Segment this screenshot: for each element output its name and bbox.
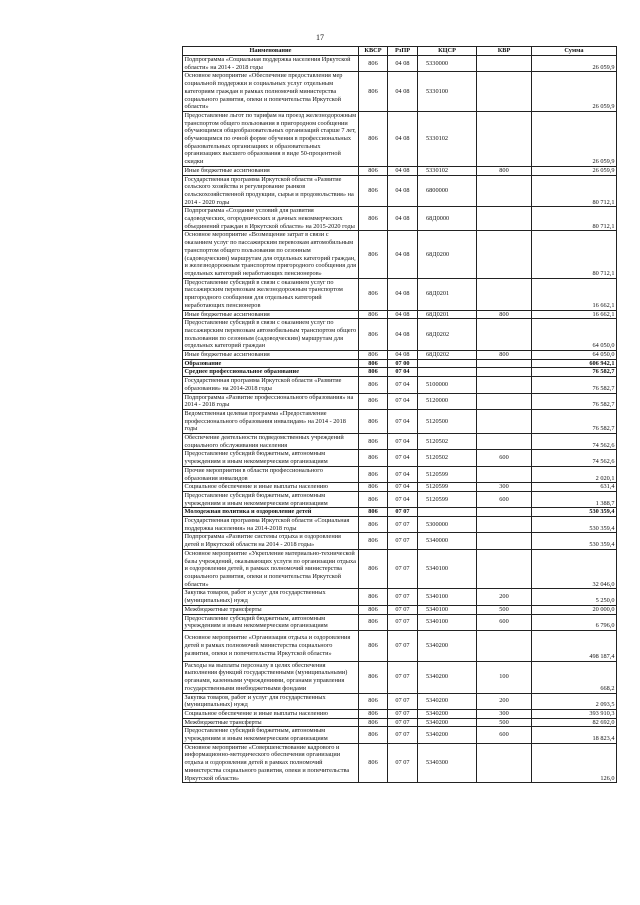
row-kvr: 800 — [477, 310, 532, 319]
table-row — [183, 72, 617, 112]
row-kvsr: 806 — [359, 310, 388, 319]
table-row — [183, 491, 617, 507]
row-kvsr: 806 — [359, 368, 388, 377]
table-body — [183, 56, 617, 783]
table-header-row — [183, 47, 617, 56]
row-name: Среднее профессиональное образование — [183, 368, 359, 377]
row-kvsr: 806 — [359, 718, 388, 727]
row-kvr: 600 — [477, 727, 532, 743]
row-kvr: 600 — [477, 491, 532, 507]
row-kvr — [477, 434, 532, 450]
row-kvsr: 806 — [359, 231, 388, 278]
row-sum: 498 187,4 — [532, 630, 617, 661]
row-kvsr: 806 — [359, 359, 388, 368]
table-row — [183, 278, 617, 310]
row-kvsr: 806 — [359, 72, 388, 112]
row-sum: 6 796,0 — [532, 614, 617, 630]
row-sum: 82 692,0 — [532, 718, 617, 727]
table-row — [183, 231, 617, 278]
table-row — [183, 589, 617, 605]
row-rzpr: 07 07 — [388, 693, 418, 709]
row-kvr — [477, 743, 532, 783]
row-kcsr — [418, 359, 477, 368]
row-name: Межбюджетные трансферты — [183, 718, 359, 727]
table-row — [183, 630, 617, 661]
row-kcsr: 5340200 — [418, 727, 477, 743]
row-rzpr: 07 04 — [388, 368, 418, 377]
table-row — [183, 743, 617, 783]
row-kcsr: 5120599 — [418, 466, 477, 482]
row-kcsr — [418, 508, 477, 517]
row-sum: 126,0 — [532, 743, 617, 783]
row-kvr — [477, 368, 532, 377]
row-kcsr: 5340200 — [418, 661, 477, 693]
row-rzpr: 04 08 — [388, 278, 418, 310]
row-rzpr: 07 07 — [388, 517, 418, 533]
row-sum: 393 910,3 — [532, 709, 617, 718]
row-rzpr: 07 07 — [388, 508, 418, 517]
row-kcsr: 5120599 — [418, 483, 477, 492]
row-kvr: 600 — [477, 614, 532, 630]
row-rzpr: 07 04 — [388, 409, 418, 433]
row-kvsr: 806 — [359, 166, 388, 175]
row-rzpr: 07 07 — [388, 589, 418, 605]
row-kvsr: 806 — [359, 56, 388, 72]
row-name: Закупка товаров, работ и услуг для государственных (муниципальных) нужд — [183, 589, 359, 605]
row-kcsr: 6800000 — [418, 175, 477, 207]
row-name: Предоставление субсидий бюджетным, автономным учреждениям и иным некоммерческим организациям — [183, 450, 359, 466]
row-kcsr: 5330102 — [418, 166, 477, 175]
row-sum: 631,4 — [532, 483, 617, 492]
table-row — [183, 434, 617, 450]
row-rzpr: 07 07 — [388, 661, 418, 693]
row-kcsr: 68Д0201 — [418, 310, 477, 319]
table-row — [183, 718, 617, 727]
row-kvr — [477, 231, 532, 278]
row-rzpr: 07 07 — [388, 533, 418, 549]
header-kvsr: КВСР — [359, 47, 388, 56]
row-kcsr: 5340200 — [418, 693, 477, 709]
row-rzpr: 07 07 — [388, 727, 418, 743]
row-sum: 20 000,0 — [532, 605, 617, 614]
row-name: Предоставление субсидий в связи с оказанием услуг по пассажирским перевозкам железнодорожным транспортом пригородного сообщения для отдельных категорий неработающих пенсионеров — [183, 278, 359, 310]
row-kvr — [477, 466, 532, 482]
row-name: Основное мероприятие «Возмещение затрат в связи с оказанием услуг по пассажирским перевозкам автомобильным транспортом общего пользования по сезонным (садоводческим) маршрутам для отдельных категорий граждан, и железнодорожным транспортом пригородного сообщения для отдельных категорий неработающих пенсионеров» — [183, 231, 359, 278]
row-kvr — [477, 377, 532, 393]
row-kvr — [477, 517, 532, 533]
row-kvsr: 806 — [359, 111, 388, 166]
row-kcsr: 68Д0000 — [418, 207, 477, 231]
row-kcsr: 5340000 — [418, 533, 477, 549]
row-sum: 668,2 — [532, 661, 617, 693]
row-kvsr: 806 — [359, 450, 388, 466]
row-sum: 80 712,1 — [532, 175, 617, 207]
table-row — [183, 319, 617, 351]
row-kcsr: 5340100 — [418, 605, 477, 614]
row-kvsr: 806 — [359, 377, 388, 393]
row-name: Иные бюджетные ассигнования — [183, 166, 359, 175]
row-kvsr: 806 — [359, 351, 388, 360]
row-kvsr: 806 — [359, 175, 388, 207]
row-kvr: 200 — [477, 589, 532, 605]
row-sum: 26 059,9 — [532, 166, 617, 175]
table-row — [183, 533, 617, 549]
row-name: Предоставление льгот по тарифам на проезд железнодорожным транспортом общего пользования в пригородном сообщении обучающимся общеобразовательных организаций старше 7 лет, обучающимся по очной форме обучения в профессиональных образовательных организациях и образовательных организациях высшего образования в виде 50-процентной скидки — [183, 111, 359, 166]
row-kcsr: 5330000 — [418, 56, 477, 72]
row-name: Подпрограмма «Создание условий для развития садоводческих, огороднических и дачных некоммерческих объединений граждан в Иркутской области» на 2015-2020 годы — [183, 207, 359, 231]
row-kcsr: 5340100 — [418, 549, 477, 589]
row-kvr — [477, 319, 532, 351]
row-sum: 74 562,6 — [532, 434, 617, 450]
row-name: Основное мероприятие «Укрепление материально-технической базы учреждений, оказывающих услуги по организации отдыха и оздоровления детей, в рамках полномочий министерства социального развития, опеки и попечительства Иркутской области» — [183, 549, 359, 589]
table-row — [183, 368, 617, 377]
budget-table — [182, 46, 617, 783]
row-kcsr: 5120500 — [418, 409, 477, 433]
row-name: Подпрограмма «Развитие системы отдыха и оздоровления детей в Иркутской области на 2014 - 2018 годы» — [183, 533, 359, 549]
row-kcsr: 5340100 — [418, 614, 477, 630]
row-sum: 606 942,1 — [532, 359, 617, 368]
row-kvsr: 806 — [359, 319, 388, 351]
row-name: Социальное обеспечение и иные выплаты населению — [183, 709, 359, 718]
row-kvr — [477, 359, 532, 368]
row-sum: 26 059,9 — [532, 111, 617, 166]
row-kvr: 800 — [477, 166, 532, 175]
table-row — [183, 693, 617, 709]
row-kcsr: 5120599 — [418, 491, 477, 507]
row-kcsr: 5100000 — [418, 377, 477, 393]
row-rzpr: 07 07 — [388, 614, 418, 630]
row-kvsr: 806 — [359, 393, 388, 409]
table-row — [183, 605, 617, 614]
row-kvr — [477, 393, 532, 409]
row-sum: 530 359,4 — [532, 508, 617, 517]
row-kvsr: 806 — [359, 661, 388, 693]
row-sum: 76 582,7 — [532, 377, 617, 393]
row-name: Основное мероприятие «Организация отдыха и оздоровления детей в рамках полномочий министерства социального развития, опеки и попечительства Иркутской области» — [183, 630, 359, 661]
row-kvsr: 806 — [359, 508, 388, 517]
page-number: 17 — [316, 33, 324, 42]
row-name: Расходы на выплаты персоналу в целях обеспечения выполнения функций государственными (муниципальными) органами, казенными учреждениями, органами управления государственными внебюджетными фондами — [183, 661, 359, 693]
table-row — [183, 508, 617, 517]
row-sum: 530 359,4 — [532, 533, 617, 549]
row-kcsr: 5340200 — [418, 630, 477, 661]
table-row — [183, 709, 617, 718]
row-sum: 80 712,1 — [532, 207, 617, 231]
row-kvr — [477, 508, 532, 517]
row-rzpr: 04 08 — [388, 231, 418, 278]
row-rzpr: 07 04 — [388, 434, 418, 450]
row-rzpr: 07 07 — [388, 709, 418, 718]
table-row — [183, 549, 617, 589]
row-rzpr: 04 08 — [388, 166, 418, 175]
row-kvsr: 806 — [359, 693, 388, 709]
row-sum: 64 050,0 — [532, 319, 617, 351]
row-rzpr: 07 04 — [388, 450, 418, 466]
table-row — [183, 56, 617, 72]
row-name: Ведомственная целевая программа «Предоставление профессионального образования инвалидам» на 2014 - 2018 годы — [183, 409, 359, 433]
row-rzpr: 04 08 — [388, 319, 418, 351]
row-sum: 80 712,1 — [532, 231, 617, 278]
row-rzpr: 07 04 — [388, 466, 418, 482]
row-rzpr: 07 07 — [388, 630, 418, 661]
row-rzpr: 07 07 — [388, 605, 418, 614]
row-sum: 32 046,0 — [532, 549, 617, 589]
table-row — [183, 661, 617, 693]
row-rzpr: 07 07 — [388, 743, 418, 783]
row-kcsr: 68Д0202 — [418, 351, 477, 360]
row-name: Обеспечение деятельности подведомственных учреждений социального обслуживания населения — [183, 434, 359, 450]
row-sum: 16 662,1 — [532, 278, 617, 310]
row-name: Государственная программа Иркутской области «Развитие сельского хозяйства и регулирование рынков сельскохозяйственной продукции, сырья и продовольствия» на 2014 - 2020 годы — [183, 175, 359, 207]
row-kvr — [477, 409, 532, 433]
table-row — [183, 175, 617, 207]
row-kvsr: 806 — [359, 533, 388, 549]
row-rzpr: 04 08 — [388, 72, 418, 112]
row-kcsr: 5340200 — [418, 709, 477, 718]
row-name: Подпрограмма «Социальная поддержка населения Иркутской области» на 2014 - 2018 годы — [183, 56, 359, 72]
table-row — [183, 517, 617, 533]
row-sum: 64 050,0 — [532, 351, 617, 360]
row-kvr — [477, 630, 532, 661]
table-row — [183, 359, 617, 368]
table-row — [183, 450, 617, 466]
row-kvsr: 806 — [359, 589, 388, 605]
table-row — [183, 409, 617, 433]
row-name: Государственная программа Иркутской области «Развитие образования» на 2014-2018 годы — [183, 377, 359, 393]
row-kvr: 200 — [477, 693, 532, 709]
row-kvr — [477, 207, 532, 231]
row-kvsr: 806 — [359, 743, 388, 783]
row-kvr — [477, 533, 532, 549]
row-rzpr: 07 04 — [388, 483, 418, 492]
row-kvsr: 806 — [359, 483, 388, 492]
row-sum: 530 359,4 — [532, 517, 617, 533]
row-name: Предоставление субсидий бюджетным, автономным учреждениям и иным некоммерческим организациям — [183, 491, 359, 507]
row-kvsr: 806 — [359, 278, 388, 310]
row-kvsr: 806 — [359, 727, 388, 743]
row-kcsr: 5340200 — [418, 718, 477, 727]
table-row — [183, 466, 617, 482]
row-kvsr: 806 — [359, 630, 388, 661]
row-sum: 76 582,7 — [532, 393, 617, 409]
row-kcsr: 5340100 — [418, 589, 477, 605]
row-kvsr: 806 — [359, 434, 388, 450]
row-kvr: 500 — [477, 605, 532, 614]
row-name: Предоставление субсидий бюджетным, автономным учреждениям и иным некоммерческим организациям — [183, 727, 359, 743]
row-kvsr: 806 — [359, 409, 388, 433]
row-name: Государственная программа Иркутской области «Социальная поддержка населения» на 2014-2018 годы — [183, 517, 359, 533]
row-sum: 26 059,9 — [532, 72, 617, 112]
row-kcsr: 5120000 — [418, 393, 477, 409]
row-rzpr: 04 08 — [388, 175, 418, 207]
row-sum: 76 582,7 — [532, 368, 617, 377]
row-kcsr: 68Д0202 — [418, 319, 477, 351]
row-rzpr: 04 08 — [388, 310, 418, 319]
row-kcsr: 5120502 — [418, 450, 477, 466]
row-kvr: 600 — [477, 450, 532, 466]
row-sum: 1 388,7 — [532, 491, 617, 507]
row-kvsr: 806 — [359, 466, 388, 482]
row-kcsr: 5300000 — [418, 517, 477, 533]
table-row — [183, 377, 617, 393]
header-kcsr: КЦСР — [418, 47, 477, 56]
row-kvsr: 806 — [359, 709, 388, 718]
table-row — [183, 111, 617, 166]
row-kcsr — [418, 368, 477, 377]
header-kvr: КВР — [477, 47, 532, 56]
table-row — [183, 727, 617, 743]
table-row — [183, 207, 617, 231]
row-kvr — [477, 175, 532, 207]
row-name: Иные бюджетные ассигнования — [183, 351, 359, 360]
row-rzpr: 07 00 — [388, 359, 418, 368]
row-rzpr: 04 08 — [388, 56, 418, 72]
row-rzpr: 04 08 — [388, 351, 418, 360]
row-sum: 26 059,9 — [532, 56, 617, 72]
row-kvr: 500 — [477, 718, 532, 727]
header-sum: Сумма — [532, 47, 617, 56]
row-name: Подпрограмма «Развитие профессионального образования» на 2014 - 2018 годы — [183, 393, 359, 409]
row-kvsr: 806 — [359, 605, 388, 614]
row-kvsr: 806 — [359, 491, 388, 507]
table-row — [183, 393, 617, 409]
row-name: Молодежная политика и оздоровление детей — [183, 508, 359, 517]
row-name: Предоставление субсидий в связи с оказанием услуг по пассажирским перевозкам автомобильным транспортом общего пользования по сезонным (садоводческим) маршрутам для отдельных категорий граждан — [183, 319, 359, 351]
row-rzpr: 04 08 — [388, 207, 418, 231]
row-name: Иные бюджетные ассигнования — [183, 310, 359, 319]
table-row — [183, 614, 617, 630]
row-name: Прочие мероприятия в области профессионального образования инвалидов — [183, 466, 359, 482]
row-rzpr: 07 07 — [388, 718, 418, 727]
row-rzpr: 04 08 — [388, 111, 418, 166]
row-kvsr: 806 — [359, 614, 388, 630]
table-row — [183, 483, 617, 492]
table-row — [183, 351, 617, 360]
row-kvsr: 806 — [359, 207, 388, 231]
row-rzpr: 07 04 — [388, 491, 418, 507]
row-kvr — [477, 549, 532, 589]
row-kcsr: 68Д0201 — [418, 278, 477, 310]
row-name: Межбюджетные трансферты — [183, 605, 359, 614]
row-kvr: 300 — [477, 709, 532, 718]
row-sum: 76 582,7 — [532, 409, 617, 433]
row-kvr — [477, 278, 532, 310]
row-sum: 74 562,6 — [532, 450, 617, 466]
row-sum: 2 093,5 — [532, 693, 617, 709]
table-row — [183, 310, 617, 319]
header-rzpr: РзПР — [388, 47, 418, 56]
header-name: Наименование — [183, 47, 359, 56]
row-kcsr: 5340300 — [418, 743, 477, 783]
row-kvr — [477, 56, 532, 72]
row-kcsr: 5330102 — [418, 111, 477, 166]
row-rzpr: 07 07 — [388, 549, 418, 589]
row-kvr: 300 — [477, 483, 532, 492]
row-kcsr: 68Д0200 — [418, 231, 477, 278]
row-name: Социальное обеспечение и иные выплаты населению — [183, 483, 359, 492]
row-kvr: 800 — [477, 351, 532, 360]
row-rzpr: 07 04 — [388, 393, 418, 409]
row-kcsr: 5330100 — [418, 72, 477, 112]
row-name: Основное мероприятие «Совершенствование кадрового и информационно-методического обеспечения организации отдыха и оздоровления детей в рамках полномочий министерства социального развития, опеки и попечительства Иркутской области» — [183, 743, 359, 783]
row-sum: 5 250,0 — [532, 589, 617, 605]
row-name: Основное мероприятие «Обеспечение предоставления мер социальной поддержки и социальных услуг отдельным категориям граждан в рамках полномочий министерства социального развития, опеки и попечительства Иркутской области» — [183, 72, 359, 112]
row-rzpr: 07 04 — [388, 377, 418, 393]
row-kvr — [477, 72, 532, 112]
row-name: Образование — [183, 359, 359, 368]
row-sum: 16 662,1 — [532, 310, 617, 319]
row-sum: 2 020,1 — [532, 466, 617, 482]
row-kvr: 100 — [477, 661, 532, 693]
row-sum: 18 823,4 — [532, 727, 617, 743]
row-kvr — [477, 111, 532, 166]
row-kcsr: 5120502 — [418, 434, 477, 450]
row-name: Предоставление субсидий бюджетным, автономным учреждениям и иным некоммерческим организациям — [183, 614, 359, 630]
row-kvsr: 806 — [359, 517, 388, 533]
table-row — [183, 166, 617, 175]
row-name: Закупка товаров, работ и услуг для государственных (муниципальных) нужд — [183, 693, 359, 709]
row-kvsr: 806 — [359, 549, 388, 589]
